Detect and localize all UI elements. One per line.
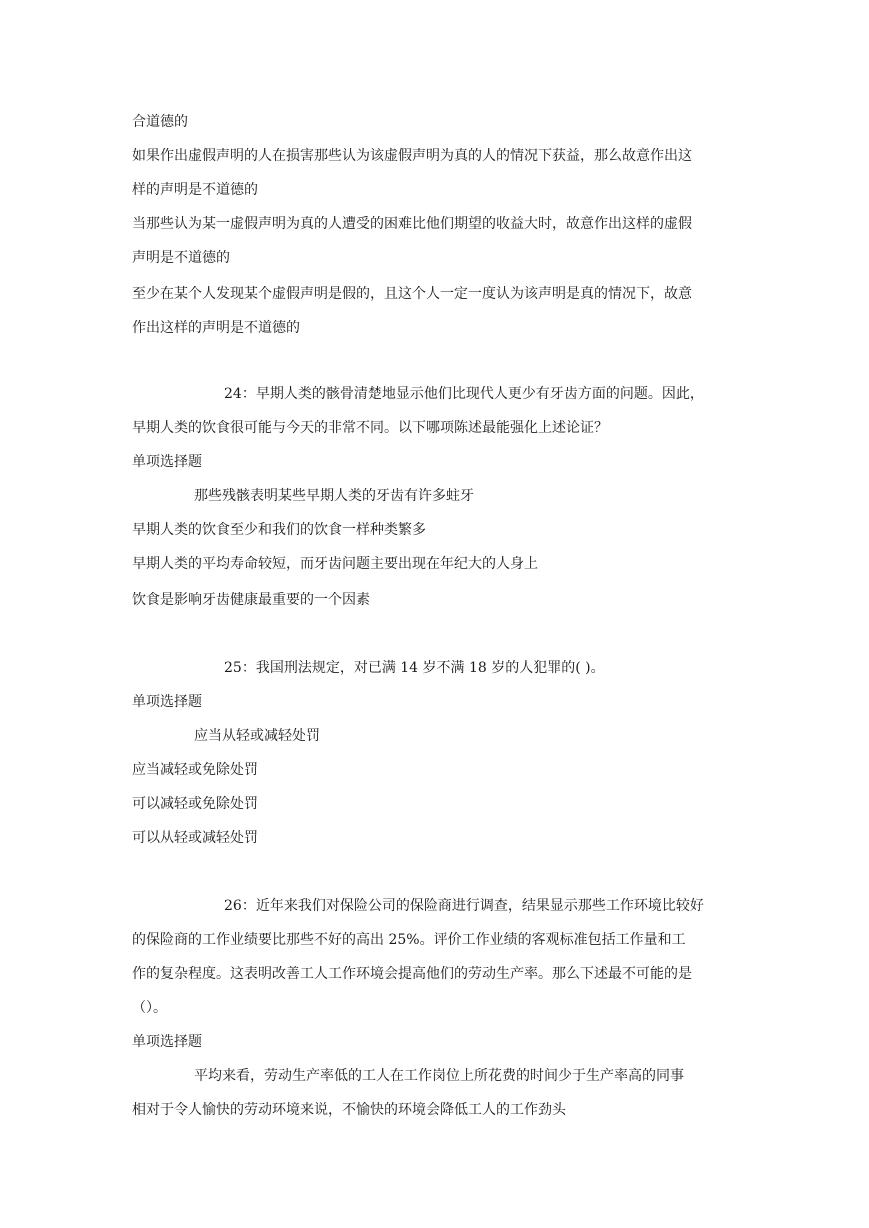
question-24-stem: 早期人类的饮食很可能与今天的非常不同。以下哪项陈述最能强化上述论证？ xyxy=(132,420,608,436)
question-25-option: 可以从轻或减轻处罚 xyxy=(132,830,258,846)
question-24-option: 早期人类的饮食至少和我们的饮食一样种类繁多 xyxy=(132,522,426,538)
question-25-type: 单项选择题 xyxy=(132,694,202,710)
question-24-option: 早期人类的平均寿命较短，而牙齿问题主要出现在年纪大的人身上 xyxy=(132,556,538,572)
question-24-option: 那些残骸表明某些早期人类的牙齿有许多蛀牙 xyxy=(194,488,474,504)
question-26-type: 单项选择题 xyxy=(132,1034,202,1050)
question-26-stem: 26：近年来我们对保险公司的保险商进行调查，结果显示那些工作环境比较好 xyxy=(224,898,704,914)
question-25-option: 应当减轻或免除处罚 xyxy=(132,762,258,778)
question-25-option: 可以减轻或免除处罚 xyxy=(132,796,258,812)
question-26-stem: 作的复杂程度。这表明改善工人工作环境会提高他们的劳动生产率。那么下述最不可能的是 xyxy=(132,966,692,982)
question-26-option: 平均来看，劳动生产率低的工人在工作岗位上所花费的时间少于生产率高的同事 xyxy=(194,1068,684,1084)
carryover-line: 样的声明是不道德的 xyxy=(132,182,258,198)
carryover-line: 至少在某个人发现某个虚假声明是假的，且这个人一定一度认为该声明是真的情况下，故意 xyxy=(132,286,692,302)
carryover-line: 如果作出虚假声明的人在损害那些认为该虚假声明为真的人的情况下获益，那么故意作出这 xyxy=(132,148,692,164)
carryover-line: 作出这样的声明是不道德的 xyxy=(132,320,300,336)
question-26-option: 相对于令人愉快的劳动环境来说，不愉快的环境会降低工人的工作劲头 xyxy=(132,1102,566,1118)
carryover-line: 合道德的 xyxy=(132,114,188,130)
question-24-type: 单项选择题 xyxy=(132,454,202,470)
carryover-line: 声明是不道德的 xyxy=(132,250,230,266)
question-26-stem: （）。 xyxy=(132,1000,167,1016)
question-25-stem: 25：我国刑法规定，对已满 14 岁不满 18 岁的人犯罪的( )。 xyxy=(224,660,605,676)
question-26-stem: 的保险商的工作业绩要比那些不好的高出 25%。评价工作业绩的客观标准包括工作量和工 xyxy=(132,932,686,948)
question-25-option: 应当从轻或减轻处罚 xyxy=(194,728,320,744)
question-24-stem: 24：早期人类的骸骨清楚地显示他们比现代人更少有牙齿方面的问题。因此， xyxy=(224,386,704,402)
question-24-option: 饮食是影响牙齿健康最重要的一个因素 xyxy=(132,592,370,608)
carryover-line: 当那些认为某一虚假声明为真的人遭受的困难比他们期望的收益大时，故意作出这样的虚假 xyxy=(132,216,692,232)
